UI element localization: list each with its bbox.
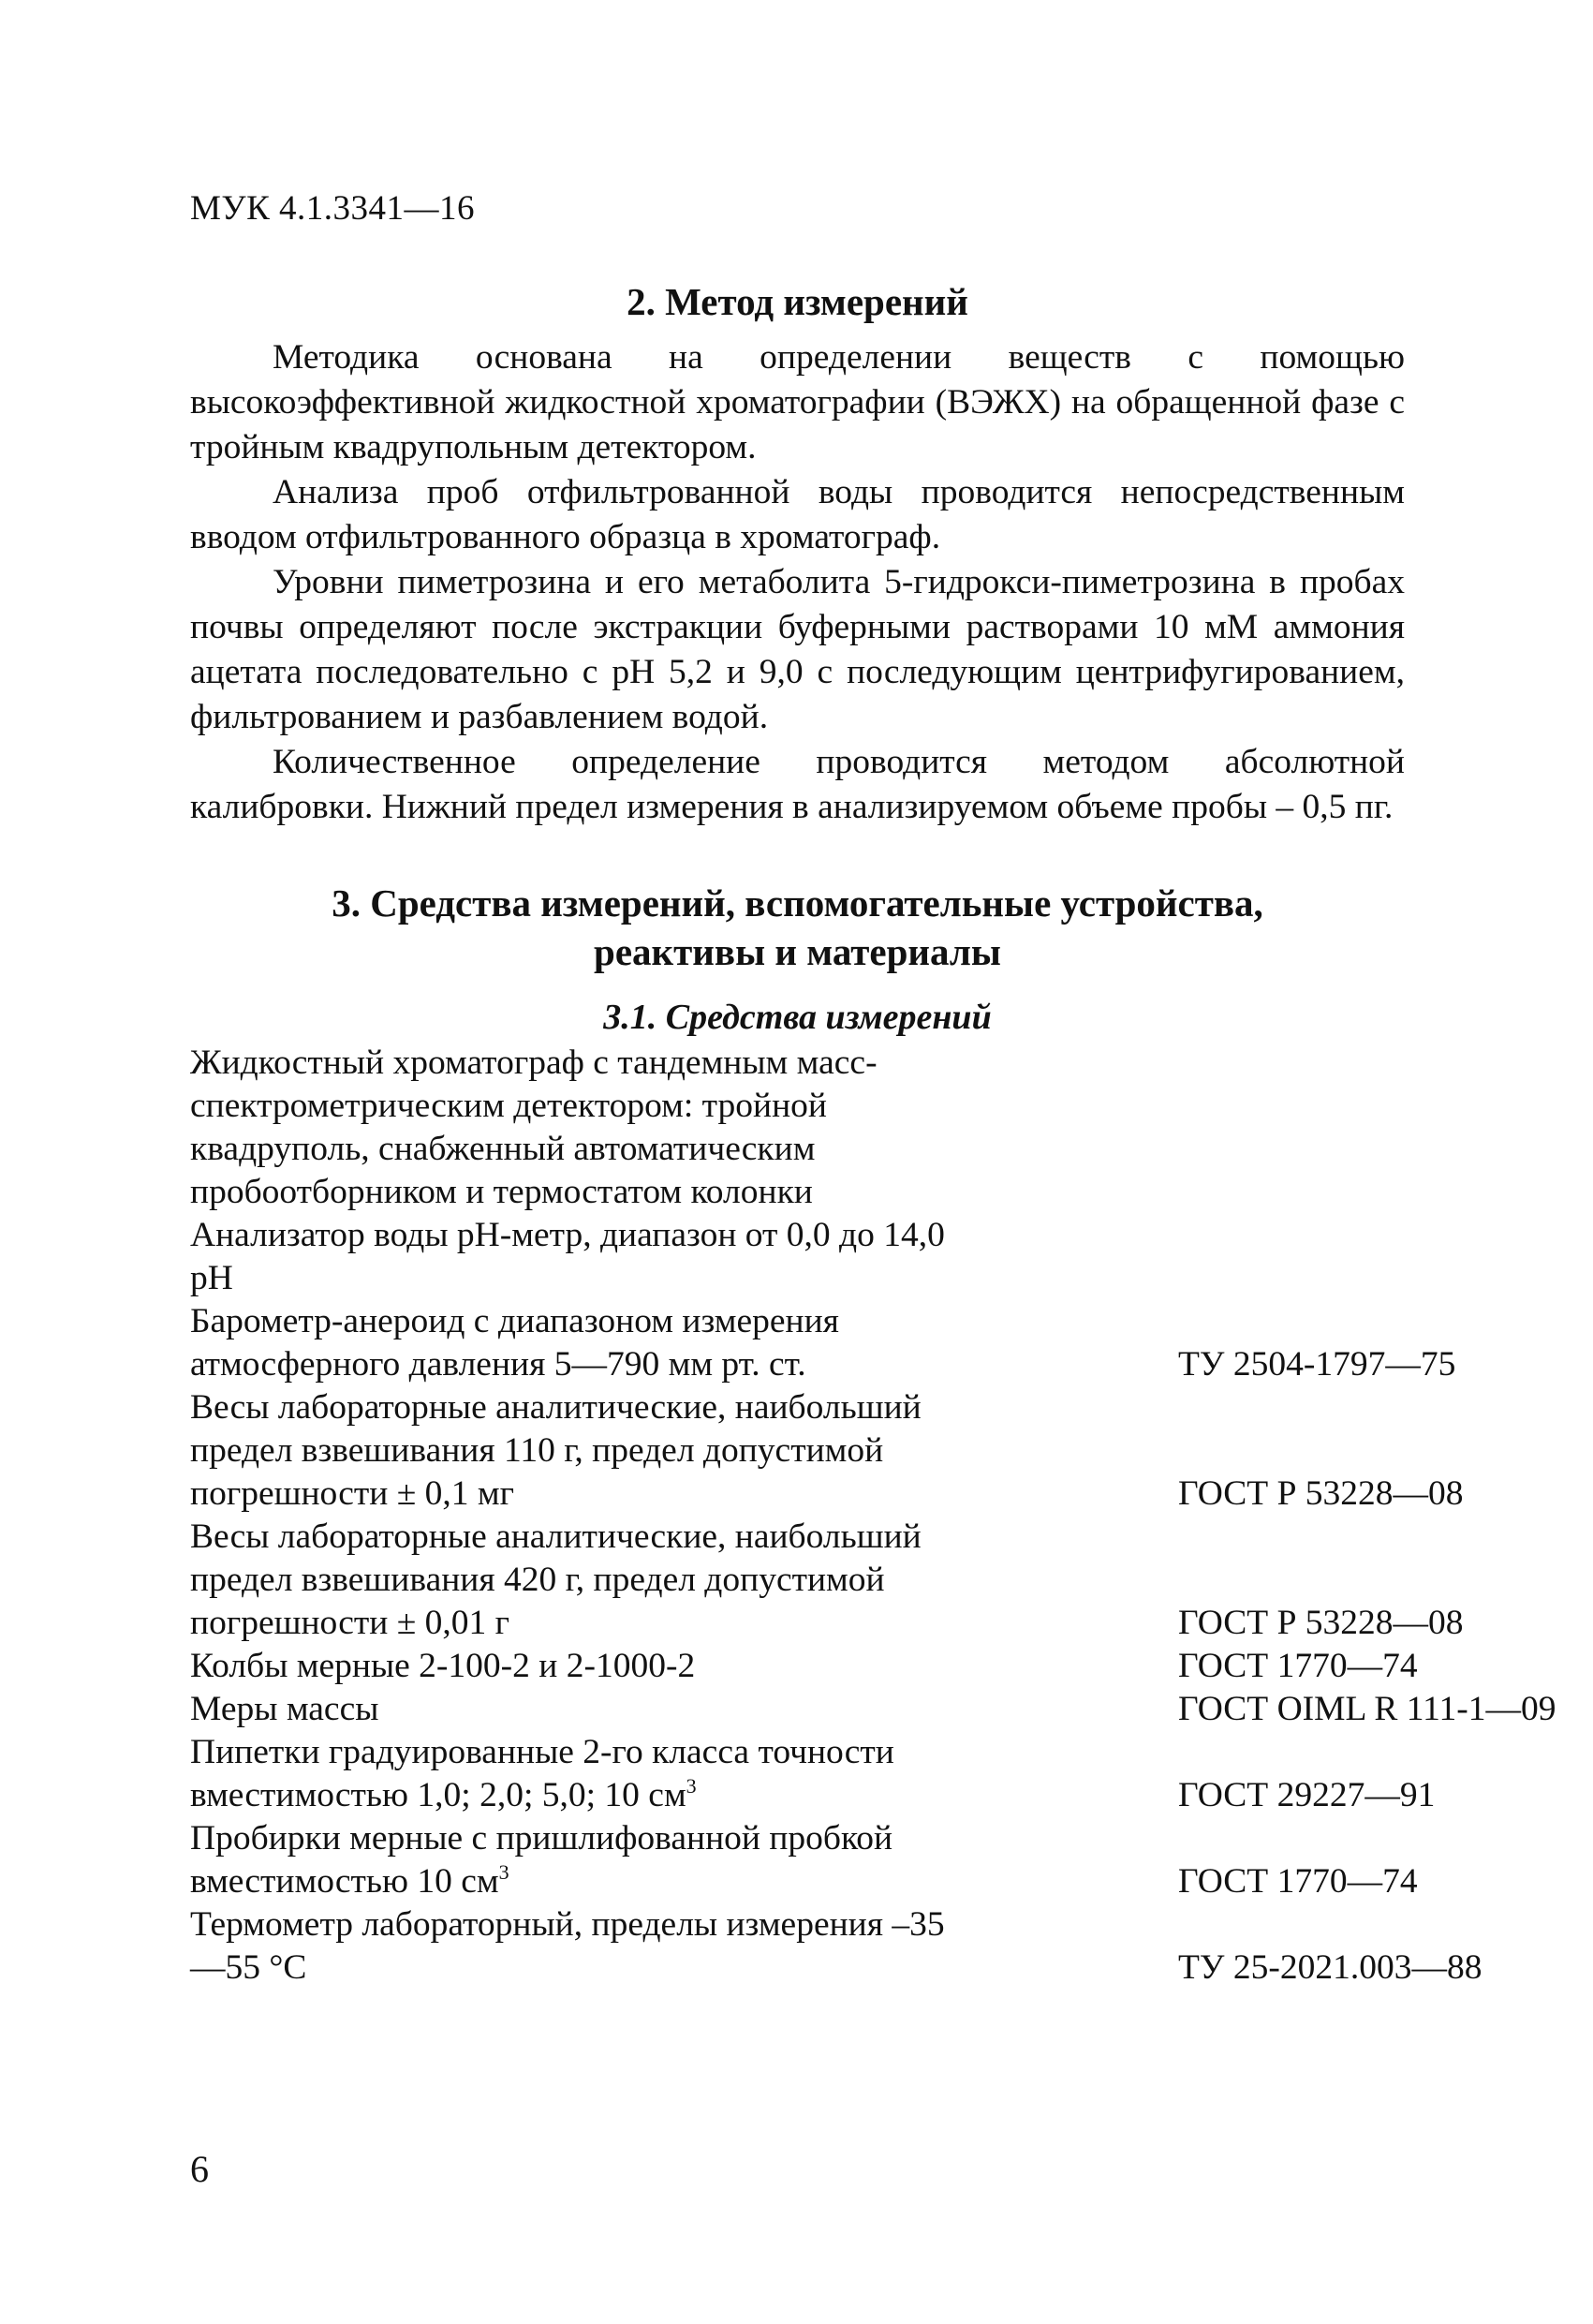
list-item [190,1214,1436,1300]
instrument-standard: ГОСТ 1770—74 [1178,1862,1418,1901]
instrument-name: Барометр-анероид с диапазоном измерения атмосферного давления 5—790 мм рт. ст. [190,1302,839,1384]
list-item [190,1042,1436,1214]
instrument-name: Колбы мерные 2-100-2 и 2-1000-2 [190,1647,696,1685]
section-2-paragraph-1: Методика основана на определении веществ с помощью высокоэффективной жидкостной хроматографии (ВЭЖХ) на обращенной фазе с тройным квадрупольным детектором. [190,338,1405,466]
subsection-3-1-title: 3.1. Средства измерений [603,998,992,1037]
instrument-name: Весы лабораторные аналитические, наибольший предел взвешивания 420 г, предел допустимой погрешности ± 0,01 г [190,1517,922,1642]
instrument-standard: ТУ 2504-1797—75 [1178,1345,1456,1384]
instrument-standard: ГОСТ OIML R 111-1—09 [1178,1690,1556,1728]
instrument-name: Меры массы [190,1690,379,1728]
instrument-standard: ГОСТ Р 53228—08 [1178,1474,1464,1513]
section-2-paragraph-3: Уровни пиметрозина и его метаболита 5-гидрокси-пиметрозина в пробах почвы определяют после экстракции буферными растворами 10 мМ аммония ацетата последовательно с pH 5,2 и 9,0 с последующим центрифугированием, фильтрованием и разбавлением водой. [190,563,1405,736]
instrument-name: Анализатор воды pH-метр, диапазон от 0,0 до 14,0 pH [190,1216,945,1297]
list-item [190,1516,1464,1645]
instrument-name: Весы лабораторные аналитические, наибольший предел взвешивания 110 г, предел допустимой погрешности ± 0,1 мг [190,1388,922,1513]
list-item [190,1817,1436,1903]
unit-superscript: 3 [686,1774,697,1798]
document-code-header: МУК 4.1.3341—16 [190,189,476,228]
instrument-standard: ТУ 25-2021.003—88 [1178,1948,1482,1987]
section-2-title: 2. Метод измерений [627,280,968,323]
instrument-name-text: Пипетки градуированные 2-го класса точности вместимостью 1,0; 2,0; 5,0; 10 см [190,1733,894,1814]
list-item [190,1731,1436,1817]
list-item [190,1688,1556,1731]
instrument-name [190,1731,958,1817]
list-item [190,1300,1456,1386]
section-3-title-line-1: 3. Средства измерений, вспомогательные устройства, [332,881,1263,925]
section-2-paragraph-4: Количественное определение проводится методом абсолютной калибровки. Нижний предел измерения в анализируемом объеме пробы – 0,5 пг. [190,743,1405,826]
section-3-title-line-2: реактивы и материалы [594,930,1001,973]
page-number: 6 [190,2148,209,2190]
list-item [190,1386,1464,1516]
unit-superscript: 3 [498,1860,509,1884]
instrument-name-text: Пробирки мерные с пришлифованной пробкой вместимостью 10 см [190,1819,893,1901]
instrument-name [190,1817,958,1903]
instrument-name: Жидкостный хроматограф с тандемным масс-спектрометрическим детектором: тройной квадруполь, снабженный автоматическим пробоотборником и термостатом колонки [190,1044,878,1211]
instrument-standard: ГОСТ 29227—91 [1178,1776,1436,1814]
instrument-standard: ГОСТ Р 53228—08 [1178,1604,1464,1642]
list-item [190,1903,1482,1990]
list-item [190,1645,1436,1688]
measurement-instruments-list [190,1042,1556,1990]
instrument-standard: ГОСТ 1770—74 [1178,1647,1418,1685]
section-2-paragraph-2: Анализа проб отфильтрованной воды проводится непосредственным вводом отфильтрованного образца в хроматограф. [190,473,1405,556]
instrument-name: Термометр лабораторный, пределы измерения –35—55 °С [190,1905,945,1987]
